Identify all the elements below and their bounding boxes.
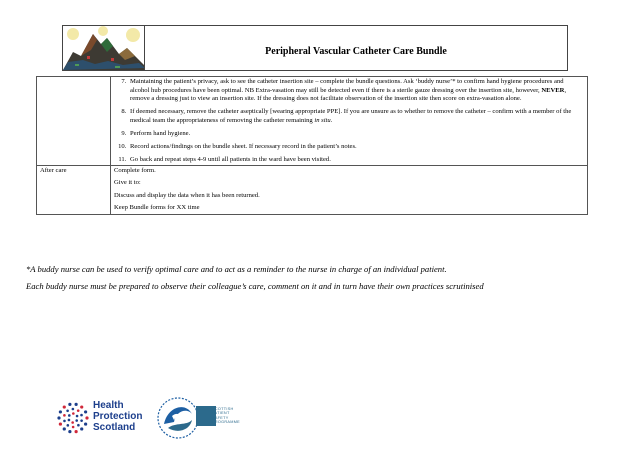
hps-dot xyxy=(75,430,78,433)
hps-dot xyxy=(72,408,75,411)
hps-dot xyxy=(72,426,75,429)
footnote-buddy-nurse: *A buddy nurse can be used to verify optimal care and to act as a reminder to the nurse in charge of an individual patient. xyxy=(26,264,447,274)
hps-dot xyxy=(75,419,78,422)
after-care-cell xyxy=(111,166,588,215)
hps-dot xyxy=(71,421,74,424)
hps-dot xyxy=(77,409,80,412)
after-care-label: After care xyxy=(37,166,111,215)
scottish-patient-safety-logo xyxy=(146,392,216,442)
hps-dots-icon xyxy=(55,400,91,436)
step-text: , remove a dressing just to view an insertion site. If the dressing does not facilitate observation of the insertion site then score on extra-vasation alone. xyxy=(130,86,567,103)
hps-dot xyxy=(63,405,66,408)
step-text: Perform hand hygiene. xyxy=(130,129,191,137)
hps-dot xyxy=(68,430,71,433)
after-care-line: Keep Bundle forms for XX time xyxy=(114,204,200,212)
after-care-line: Complete form. xyxy=(114,167,156,175)
hps-logo-line2: Protection xyxy=(93,411,143,423)
hps-dot xyxy=(72,412,75,415)
step-item xyxy=(128,143,584,152)
hps-dot xyxy=(67,424,70,427)
mountain-illustration xyxy=(63,26,145,70)
after-care-line: Give it to: xyxy=(114,179,141,187)
after-care-line: Discuss and display the data when it has been returned. xyxy=(114,191,260,199)
step-item xyxy=(128,108,584,125)
hps-dot xyxy=(57,416,60,419)
hps-dot xyxy=(68,403,71,406)
header-mountain-image xyxy=(63,26,145,70)
hps-dot xyxy=(84,410,87,413)
after-care-row xyxy=(37,166,588,215)
steps-label-cell xyxy=(37,77,111,166)
document-header xyxy=(62,25,568,71)
hps-dot xyxy=(59,422,62,425)
safety-seal-icon xyxy=(146,392,216,442)
steps-row xyxy=(37,77,588,166)
steps-cell xyxy=(111,77,588,166)
step-item xyxy=(128,78,584,104)
step-text: in situ xyxy=(314,116,331,124)
step-text: Record actions/findings on the bundle sheet. If necessary record in the patient’s notes. xyxy=(130,142,357,150)
hps-dot xyxy=(68,414,71,417)
hps-dot xyxy=(85,416,88,419)
hps-dot xyxy=(80,405,83,408)
spsp-line1: SCOTTISH xyxy=(212,407,234,411)
hps-dot xyxy=(63,414,66,417)
hps-dot xyxy=(80,427,83,430)
spsp-line4: PROGRAMME xyxy=(212,420,241,425)
spsp-line3: SAFETY xyxy=(212,415,229,420)
health-protection-scotland-logo xyxy=(55,398,155,440)
hps-logo-line1: Health xyxy=(93,400,124,411)
hps-dot xyxy=(80,419,83,422)
step-text: If deemed necessary, remove the catheter aseptically [wearing appropriate PPE]. If you are unsure as to whether to remove the catheter – confirm with a member of the medical team the appropriateness of removing the catheter remaining xyxy=(130,108,572,124)
footnote-buddy-practice: Each buddy nurse must be prepared to observe their colleague’s care, comment on it and in turn have their own practices scrutinised xyxy=(26,281,484,291)
steps-list xyxy=(114,78,584,164)
hps-dot xyxy=(75,403,78,406)
spsp-line2: PATIENT xyxy=(212,411,230,416)
spsp-label xyxy=(212,407,252,425)
hps-dot xyxy=(59,410,62,413)
hps-dot xyxy=(76,415,79,418)
hps-dot xyxy=(68,419,71,422)
step-text: Maintaining the patient’s privacy, ask to see the catheter insertion site – complete the bundle questions. Ask ‘buddy nurse’* to confirm hand hygiene procedures and alcohol hub procedures have been optimal. NB Extra-vasation may still be detected even if there is a sterile gauze dressing over the insertion site, however, xyxy=(130,78,564,94)
step-item xyxy=(128,130,584,139)
hps-dot xyxy=(66,409,69,412)
hps-dot xyxy=(63,420,66,423)
step-item xyxy=(128,156,584,165)
hps-dot xyxy=(84,422,87,425)
hps-dot xyxy=(63,427,66,430)
step-text: NEVER xyxy=(541,86,565,94)
document-title: Peripheral Vascular Catheter Care Bundle xyxy=(265,46,447,57)
step-text: . xyxy=(330,116,333,124)
procedure-table xyxy=(36,76,588,215)
hps-logo-line3: Scotland xyxy=(93,422,136,434)
step-text: Go back and repeat steps 4-9 until all patients in the ward have been visited. xyxy=(130,155,331,163)
hps-dot xyxy=(77,424,80,427)
hps-dot xyxy=(80,414,83,417)
